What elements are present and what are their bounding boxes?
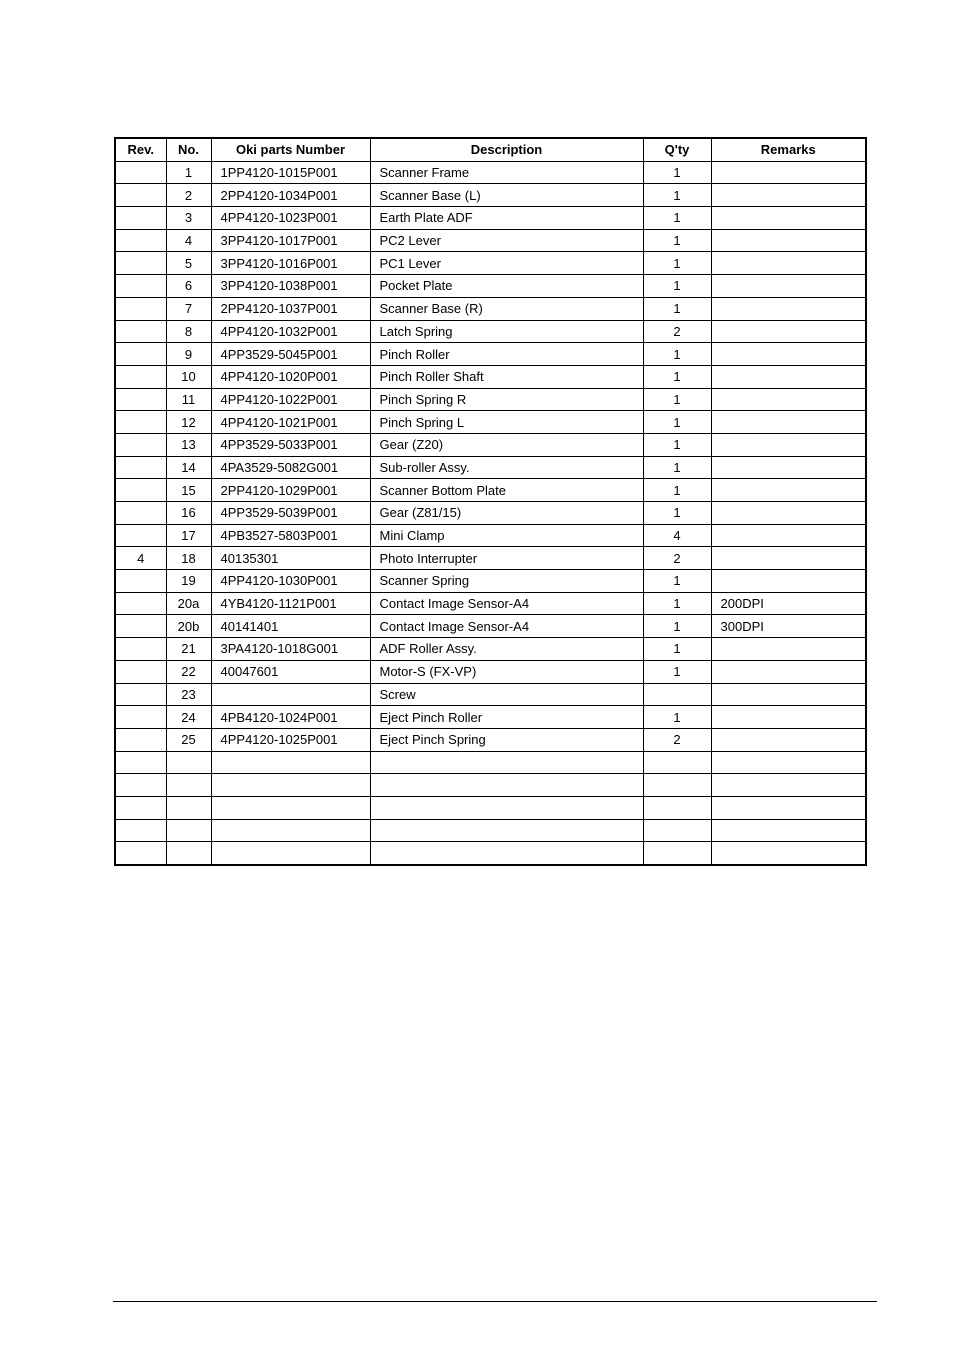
cell-remarks [711,343,866,366]
cell-no: 19 [166,570,211,593]
cell-part-number: 3PP4120-1017P001 [211,229,370,252]
cell-part-number: 40141401 [211,615,370,638]
cell-part-number: 4PP3529-5033P001 [211,433,370,456]
cell-part-number: 4PP4120-1030P001 [211,570,370,593]
cell-part-number [211,683,370,706]
cell-qty: 1 [643,207,711,230]
cell-part-number [211,842,370,865]
cell-remarks [711,161,866,184]
cell-remarks [711,524,866,547]
cell-qty: 1 [643,184,711,207]
table-row [115,320,866,343]
table-row [115,570,866,593]
cell-qty: 1 [643,229,711,252]
cell-remarks [711,570,866,593]
cell-rev [115,229,166,252]
cell-qty: 2 [643,547,711,570]
table-row [115,819,866,842]
cell-rev [115,774,166,797]
cell-qty: 1 [643,479,711,502]
cell-part-number: 4PP4120-1022P001 [211,388,370,411]
table-row [115,161,866,184]
cell-no: 15 [166,479,211,502]
cell-part-number: 3PP4120-1016P001 [211,252,370,275]
cell-description: Contact Image Sensor-A4 [370,615,643,638]
cell-part-number [211,751,370,774]
table-row [115,229,866,252]
cell-part-number: 3PP4120-1038P001 [211,275,370,298]
cell-rev: 4 [115,547,166,570]
cell-rev [115,570,166,593]
cell-no: 20b [166,615,211,638]
cell-description [370,774,643,797]
cell-remarks [711,683,866,706]
cell-rev [115,365,166,388]
cell-description: Latch Spring [370,320,643,343]
cell-no: 13 [166,433,211,456]
cell-qty: 1 [643,638,711,661]
cell-part-number: 2PP4120-1029P001 [211,479,370,502]
cell-part-number: 40047601 [211,660,370,683]
cell-qty: 1 [643,411,711,434]
cell-description [370,819,643,842]
cell-qty: 1 [643,161,711,184]
cell-remarks [711,320,866,343]
cell-remarks [711,252,866,275]
parts-list-table [114,137,867,866]
table-row [115,638,866,661]
cell-description: ADF Roller Assy. [370,638,643,661]
cell-description: Scanner Base (L) [370,184,643,207]
cell-no: 25 [166,728,211,751]
cell-remarks [711,411,866,434]
cell-rev [115,433,166,456]
cell-qty: 1 [643,343,711,366]
cell-description [370,751,643,774]
cell-no: 21 [166,638,211,661]
cell-rev [115,706,166,729]
cell-remarks [711,502,866,525]
cell-description: Pinch Roller [370,343,643,366]
cell-remarks [711,479,866,502]
table-row [115,706,866,729]
cell-description: Scanner Spring [370,570,643,593]
cell-qty: 1 [643,570,711,593]
cell-description: Pinch Spring R [370,388,643,411]
cell-remarks [711,706,866,729]
cell-qty: 1 [643,365,711,388]
cell-remarks [711,229,866,252]
cell-rev [115,252,166,275]
cell-remarks [711,728,866,751]
cell-part-number: 40135301 [211,547,370,570]
cell-rev [115,660,166,683]
cell-no: 2 [166,184,211,207]
cell-qty: 1 [643,433,711,456]
table-row [115,433,866,456]
cell-qty: 2 [643,320,711,343]
cell-qty: 1 [643,615,711,638]
cell-qty [643,819,711,842]
cell-description: Scanner Base (R) [370,297,643,320]
cell-rev [115,728,166,751]
cell-remarks: 300DPI [711,615,866,638]
table-row [115,660,866,683]
cell-description: Gear (Z81/15) [370,502,643,525]
cell-remarks [711,388,866,411]
cell-no: 1 [166,161,211,184]
cell-description: Eject Pinch Roller [370,706,643,729]
cell-rev [115,411,166,434]
cell-description: Scanner Frame [370,161,643,184]
cell-qty: 4 [643,524,711,547]
cell-remarks [711,751,866,774]
header-rev: Rev. [115,138,166,161]
footer-rule [113,1301,877,1302]
cell-remarks [711,365,866,388]
cell-rev [115,819,166,842]
header-remarks: Remarks [711,138,866,161]
cell-part-number: 4PA3529-5082G001 [211,456,370,479]
cell-remarks [711,796,866,819]
cell-qty [643,796,711,819]
table-row [115,275,866,298]
cell-rev [115,615,166,638]
cell-rev [115,388,166,411]
cell-description: Eject Pinch Spring [370,728,643,751]
table-row [115,774,866,797]
cell-no: 16 [166,502,211,525]
cell-part-number: 4PP4120-1023P001 [211,207,370,230]
table-row [115,207,866,230]
table-row [115,297,866,320]
cell-rev [115,343,166,366]
cell-remarks [711,456,866,479]
cell-remarks [711,638,866,661]
cell-part-number: 4PP3529-5039P001 [211,502,370,525]
table-row [115,456,866,479]
cell-remarks [711,433,866,456]
cell-no: 20a [166,592,211,615]
cell-part-number: 4PP4120-1032P001 [211,320,370,343]
cell-no [166,819,211,842]
cell-description: PC1 Lever [370,252,643,275]
cell-remarks [711,275,866,298]
cell-rev [115,592,166,615]
cell-no: 22 [166,660,211,683]
cell-description: Sub-roller Assy. [370,456,643,479]
cell-qty: 1 [643,456,711,479]
cell-qty: 1 [643,502,711,525]
cell-part-number: 1PP4120-1015P001 [211,161,370,184]
cell-rev [115,479,166,502]
table-row [115,184,866,207]
cell-no: 12 [166,411,211,434]
cell-qty: 1 [643,275,711,298]
cell-part-number: 2PP4120-1037P001 [211,297,370,320]
cell-qty: 1 [643,297,711,320]
cell-qty: 1 [643,706,711,729]
cell-description: Motor-S (FX-VP) [370,660,643,683]
header-description: Description [370,138,643,161]
cell-part-number: 3PA4120-1018G001 [211,638,370,661]
cell-description [370,796,643,819]
cell-no: 10 [166,365,211,388]
cell-part-number: 4PB3527-5803P001 [211,524,370,547]
cell-rev [115,275,166,298]
cell-remarks [711,774,866,797]
table-row [115,683,866,706]
cell-part-number [211,774,370,797]
table-body [115,161,866,865]
cell-no: 4 [166,229,211,252]
cell-rev [115,456,166,479]
cell-rev [115,297,166,320]
cell-no [166,751,211,774]
cell-no: 24 [166,706,211,729]
cell-rev [115,207,166,230]
table-row [115,252,866,275]
cell-no: 3 [166,207,211,230]
cell-description: Gear (Z20) [370,433,643,456]
cell-remarks [711,660,866,683]
cell-qty: 1 [643,388,711,411]
cell-qty [643,842,711,865]
cell-no [166,842,211,865]
cell-no [166,774,211,797]
cell-part-number: 4PB4120-1024P001 [211,706,370,729]
cell-rev [115,842,166,865]
cell-no [166,796,211,819]
cell-rev [115,524,166,547]
cell-qty [643,774,711,797]
cell-description: Contact Image Sensor-A4 [370,592,643,615]
cell-qty [643,683,711,706]
table-row [115,796,866,819]
cell-remarks [711,184,866,207]
cell-remarks [711,547,866,570]
table-row [115,502,866,525]
header-no: No. [166,138,211,161]
cell-description: Pinch Spring L [370,411,643,434]
table-header-row [115,138,866,161]
cell-remarks: 200DPI [711,592,866,615]
cell-qty: 1 [643,660,711,683]
cell-rev [115,184,166,207]
cell-description: Scanner Bottom Plate [370,479,643,502]
cell-description: Pocket Plate [370,275,643,298]
table-row [115,751,866,774]
cell-rev [115,161,166,184]
table-row [115,388,866,411]
table-row [115,524,866,547]
table-row [115,343,866,366]
table-row [115,842,866,865]
cell-no: 8 [166,320,211,343]
cell-no: 18 [166,547,211,570]
table-row [115,615,866,638]
table-row [115,479,866,502]
cell-part-number [211,796,370,819]
cell-no: 23 [166,683,211,706]
cell-description: PC2 Lever [370,229,643,252]
cell-remarks [711,207,866,230]
cell-rev [115,683,166,706]
cell-qty: 2 [643,728,711,751]
cell-no: 9 [166,343,211,366]
cell-part-number: 4YB4120-1121P001 [211,592,370,615]
cell-qty: 1 [643,592,711,615]
cell-no: 17 [166,524,211,547]
cell-part-number: 4PP3529-5045P001 [211,343,370,366]
cell-part-number: 2PP4120-1034P001 [211,184,370,207]
cell-rev [115,502,166,525]
cell-remarks [711,842,866,865]
cell-description: Photo Interrupter [370,547,643,570]
cell-description: Pinch Roller Shaft [370,365,643,388]
cell-qty: 1 [643,252,711,275]
table-row [115,411,866,434]
cell-no: 14 [166,456,211,479]
cell-part-number: 4PP4120-1020P001 [211,365,370,388]
cell-rev [115,320,166,343]
table-row [115,592,866,615]
cell-no: 5 [166,252,211,275]
cell-no: 7 [166,297,211,320]
header-qty: Q'ty [643,138,711,161]
cell-description [370,842,643,865]
header-part-number: Oki parts Number [211,138,370,161]
table-row [115,728,866,751]
cell-rev [115,751,166,774]
cell-description: Mini Clamp [370,524,643,547]
cell-rev [115,638,166,661]
cell-qty [643,751,711,774]
table-row [115,365,866,388]
table-row [115,547,866,570]
cell-part-number [211,819,370,842]
cell-description: Screw [370,683,643,706]
cell-rev [115,796,166,819]
cell-no: 6 [166,275,211,298]
cell-no: 11 [166,388,211,411]
cell-part-number: 4PP4120-1021P001 [211,411,370,434]
cell-description: Earth Plate ADF [370,207,643,230]
cell-remarks [711,819,866,842]
cell-part-number: 4PP4120-1025P001 [211,728,370,751]
cell-remarks [711,297,866,320]
